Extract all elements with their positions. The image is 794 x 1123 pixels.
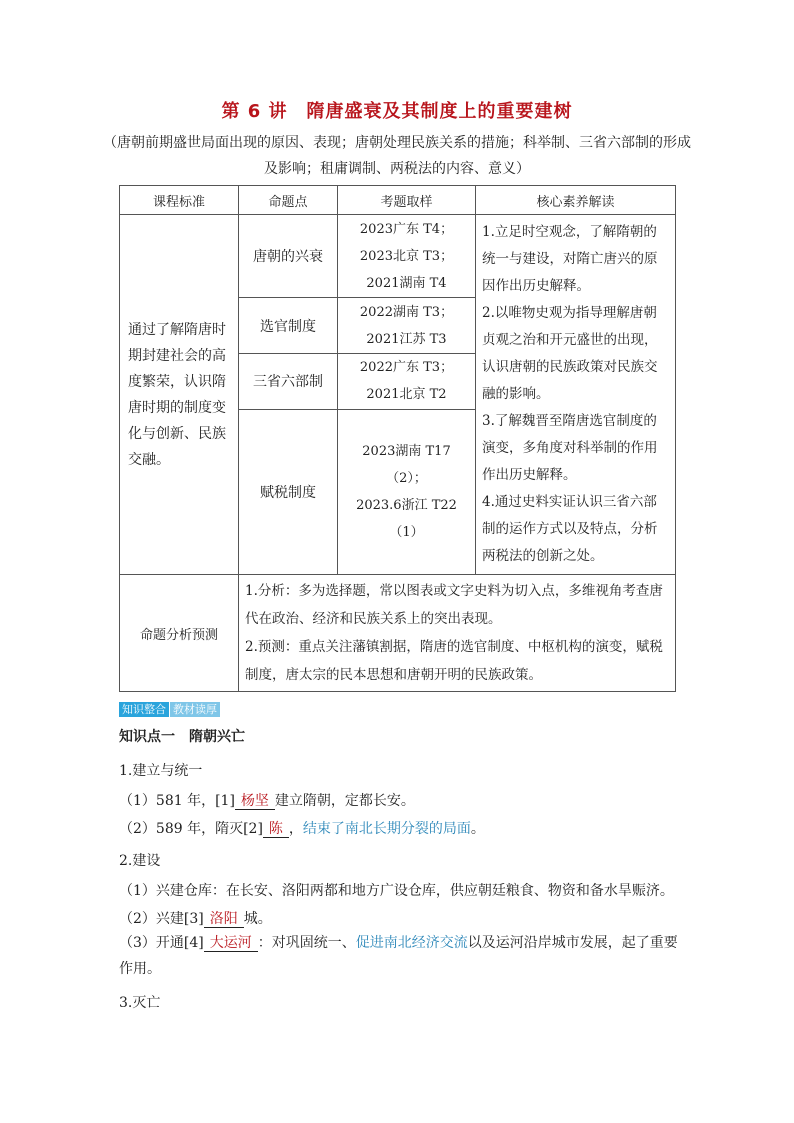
section-heading: 2.建设	[119, 853, 161, 869]
text-span: （2）589 年，隋灭[2]	[119, 821, 263, 837]
point-cell: 三省六部制	[239, 353, 338, 409]
text-span: 建立隋朝，定都长安。	[274, 793, 415, 809]
analysis-label: 命题分析预测	[120, 575, 239, 692]
fill-blank-2: 陈	[263, 821, 289, 838]
section-heading: 1.建立与统一	[119, 763, 203, 779]
example-item: 2023北京 T3；	[359, 248, 454, 264]
content-line	[119, 908, 272, 928]
literacy-cell	[476, 215, 676, 575]
example-item: 2023.6浙江 T22	[356, 497, 457, 513]
point-cell: 选官制度	[239, 298, 338, 354]
example-item: （1）	[389, 524, 424, 540]
curriculum-table	[119, 185, 676, 692]
example-item: （2）；	[386, 470, 427, 486]
literacy-item: 3.了解魏晋至隋唐选官制度的演变，多角度对科举制的作用作出历史解释。	[482, 413, 658, 483]
knowledge-point-name: 隋朝兴亡	[189, 729, 245, 745]
literacy-item: 4.通过史料实证认识三省六部制的运作方式以及特点，分析两税法的创新之处。	[482, 494, 658, 564]
highlight-text: 促进南北经济交流	[355, 935, 468, 951]
text-span: （2）兴建[3]	[119, 911, 204, 927]
example-item: 2021北京 T2	[366, 387, 447, 403]
content-paragraph	[119, 930, 679, 982]
knowledge-point-heading	[119, 726, 245, 746]
section-badge	[119, 702, 220, 717]
content-line	[119, 790, 415, 810]
table-row	[120, 215, 676, 298]
fill-blank-3: 洛阳	[204, 911, 244, 928]
text-span: ，	[288, 821, 303, 837]
text-span: 以及运河沿岸城市发展，起了重要作用。	[119, 935, 678, 977]
point-cell: 唐朝的兴衰	[239, 215, 338, 298]
example-item: 2023广东 T4；	[359, 221, 454, 237]
examples-cell	[338, 409, 476, 574]
fill-blank-1: 杨坚	[235, 793, 275, 810]
analysis-row	[120, 575, 676, 692]
example-item: 2022湖南 T3；	[359, 304, 454, 320]
highlight-text: 结束了南北长期分裂的局面	[302, 821, 471, 837]
content-line: （1）兴建仓库：在长安、洛阳两都和地方广设仓库，供应朝廷粮食、物资和备水旱赈济。	[119, 883, 674, 899]
badge-left: 知识整合	[119, 702, 169, 717]
examples-cell	[338, 298, 476, 354]
text-span: （3）开通[4]	[119, 935, 204, 951]
examples-cell	[338, 353, 476, 409]
header-examples: 考题取样	[338, 186, 476, 215]
badge-right: 教材读厚	[170, 702, 220, 717]
example-item: 2023湖南 T17	[362, 443, 451, 459]
knowledge-point-label: 知识点一	[119, 729, 175, 745]
analysis-item: 1.分析：多为选择题，常以图表或文字史料为切入点，多维视角考查唐代在政治、经济和民族关系上的突出表现。	[245, 583, 663, 627]
text-span: （1）581 年，[1]	[119, 793, 235, 809]
analysis-cell	[239, 575, 676, 692]
section-heading: 3.灭亡	[119, 995, 161, 1011]
table-header-row	[120, 186, 676, 215]
header-standard: 课程标准	[120, 186, 239, 215]
literacy-item: 2.以唯物史观为指导理解唐朝贞观之治和开元盛世的出现，认识唐朝的民族政策对民族交融的影响。	[482, 305, 658, 402]
lesson-subtitle: （唐朝前期盛世局面出现的原因、表现；唐朝处理民族关系的措施；科举制、三省六部制的形成及影响；租庸调制、两税法的内容、意义）	[103, 135, 691, 177]
header-literacy: 核心素养解读	[476, 186, 676, 215]
header-point: 命题点	[239, 186, 338, 215]
analysis-item: 2.预测：重点关注藩镇割据，隋唐的选官制度、中枢机构的演变，赋税制度，唐太宗的民本思想和唐朝开明的民族政策。	[245, 639, 663, 683]
example-item: 2022广东 T3；	[359, 360, 454, 376]
course-standard-cell: 通过了解隋唐时期封建社会的高度繁荣，认识隋唐时期的制度变化与创新、民族交融。	[120, 215, 239, 575]
fill-blank-4: 大运河	[204, 935, 258, 952]
lesson-title: 第 6 讲 隋唐盛衰及其制度上的重要建树	[221, 101, 573, 122]
text-span: ：对巩固统一、	[257, 935, 356, 951]
content-line	[119, 818, 485, 838]
examples-cell	[338, 215, 476, 298]
text-span: 。	[470, 821, 485, 837]
example-item: 2021湖南 T4	[366, 275, 447, 291]
example-item: 2021江苏 T3	[366, 331, 447, 347]
text-span: 城。	[243, 911, 272, 927]
point-cell: 赋税制度	[239, 409, 338, 574]
literacy-item: 1.立足时空观念，了解隋朝的统一与建设，对隋亡唐兴的原因作出历史解释。	[482, 224, 658, 294]
